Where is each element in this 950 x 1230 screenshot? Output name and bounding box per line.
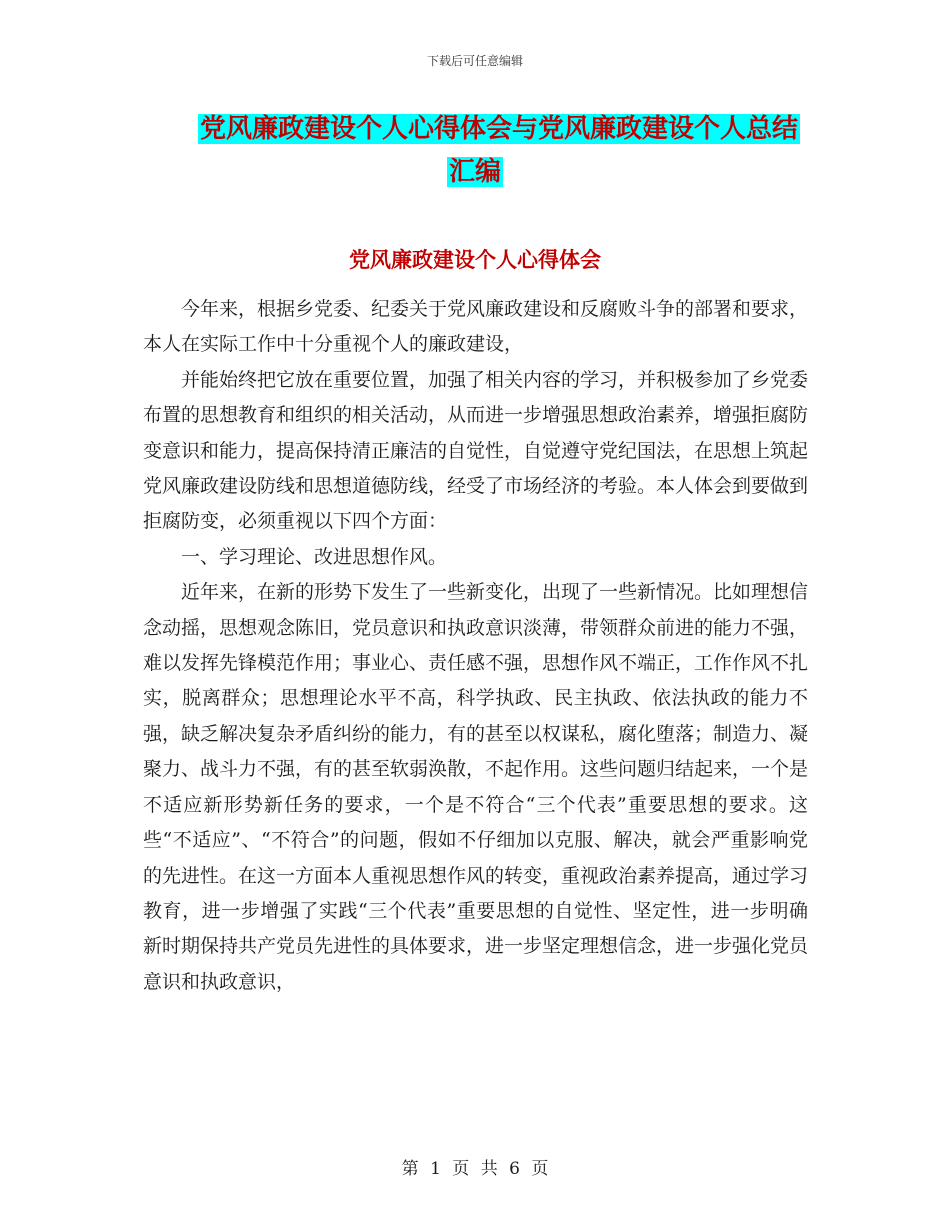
paragraph: 一、学习理论、改进思想作风。 <box>181 545 448 568</box>
document-title-line2: 汇编 <box>448 157 501 187</box>
document-title-line1: 党风廉政建设个人心得体会与党风廉政建设个人总结 <box>199 114 798 144</box>
paragraph: 近年来，在新的形势下发生了一些新变化，出现了一些新情况。比如理想信念动摇，思想观念陈旧，党员意识和执政意识淡薄，带领群众前进的能力不强，难以发挥先锋模范作用；事业心、责任感不强，思想作风不端正，工作作风不扎实，脱离群众；思想理论水平不高，科学执政、民主执政、依法执政的能力不强，缺乏解决复杂矛盾纠纷的能力，有的甚至以权谋私，腐化堕落；制造力、凝聚力、战斗力不强，有的甚至软弱涣散，不起作用。这些问题归结起来，一个是不适应新形势新任务的要求，一个是不符合“三个代表”重要思想的要求。这些“不适应”、“不符合”的问题，假如不仔细加以克服、解决，就会严重影响党的先进性。在这一方面本人重视思想作风的转变，重视政治素养提高，通过学习教育，进一步增强了实践“三个代表”重要思想的自觉性、坚定性，进一步明确新时期保持共产党员先进性的具体要求，进一步坚定理想信念，进一步强化党员意识和执政意识， <box>143 581 809 993</box>
page-number: 第 1 页 共 6 页 <box>401 1159 549 1179</box>
paragraph: 今年来，根据乡党委、纪委关于党风廉政建设和反腐败斗争的部署和要求，本人在实际工作中十分重视个人的廉政建设， <box>143 298 809 356</box>
paragraph: 并能始终把它放在重要位置，加强了相关内容的学习，并积极参加了乡党委布置的思想教育和组织的相关活动，从而进一步增强思想政治素养，增强拒腐防变意识和能力，提高保持清正廉洁的自觉性，自觉遵守党纪国法，在思想上筑起党风廉政建设防线和思想道德防线，经受了市场经济的考验。本人体会到要做到拒腐防变，必须重视以下四个方面： <box>143 368 809 533</box>
document-title <box>0 108 950 194</box>
page-header-note: 下载后可任意编辑 <box>426 54 523 68</box>
section-title: 党风廉政建设个人心得体会 <box>349 248 601 272</box>
document-body <box>143 292 808 1000</box>
